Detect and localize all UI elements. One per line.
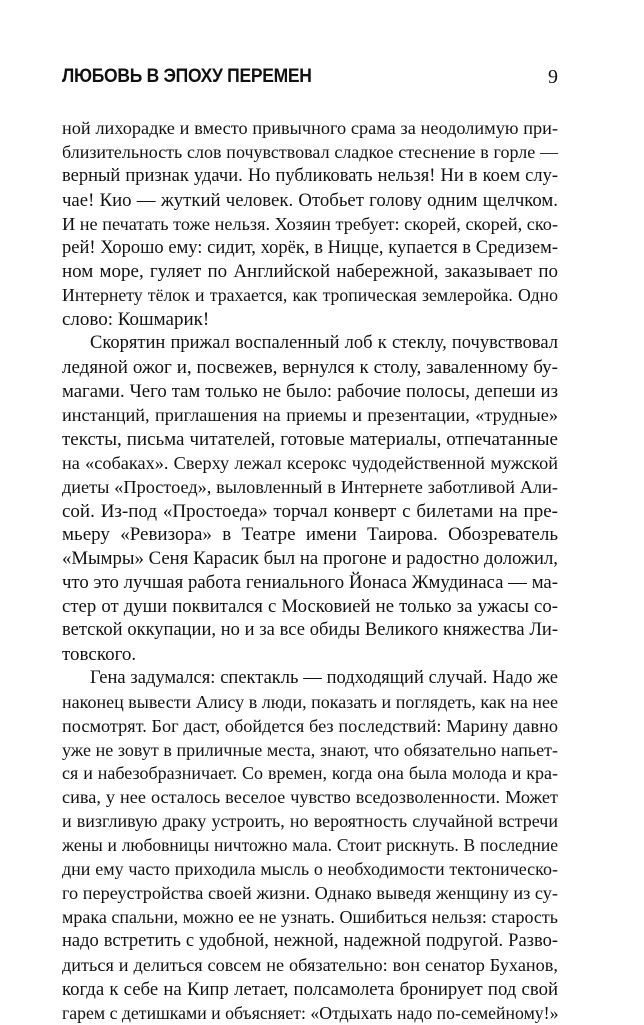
text-line: близительность слов почувствовал сладкое стеснение в горле — [62, 141, 558, 162]
text-line: посмотрят. Бог даст, обойдется без последствий: Марину давно [62, 715, 558, 736]
text-line: Скорятин прижал воспаленный лоб к стеклу, почувствовал [90, 333, 558, 354]
text-line: на «собаках». Сверху лежал ксерокс чудодейственной мужской [62, 452, 558, 473]
text-line: дни ему часто приходила мысль о необходимости тектоническо- [62, 859, 558, 880]
text-line: Гена задумался: спектакль — подходящий случай. Надо же [90, 667, 558, 688]
page-number: 9 [548, 66, 558, 88]
text-line: ной лихорадке и вместо привычного срама за неодолимую при- [62, 118, 558, 138]
text-line: сива, у нее осталось веселое чувство вседозволенности. Может [62, 787, 558, 808]
page-header [62, 66, 558, 96]
text-line: гарем с детишками и объясняет: «Отдыхать надо по-семейному!» [62, 1002, 559, 1023]
text-line: стер от души поквитался с Московией не только за ужасы со- [62, 596, 558, 618]
text-line: наконец вывести Алису в люди, показать и поглядеть, как на нее [62, 691, 558, 712]
text-line: ветской оккупации, но и за все обиды Великого княжества Ли- [62, 620, 558, 641]
text-line: И не печатать тоже нельзя. Хозяин требует: скорей, скорей, ско- [62, 213, 558, 234]
text-line: «Мымры» Сеня Карасик был на прогоне и радостно доложил, [62, 548, 558, 570]
text-line: слово: Кошмарик! [62, 309, 210, 331]
text-line: Интернету тёлок и трахается, как тропическая землеройка. Одно [62, 285, 558, 306]
text-line: когда к себе на Кипр летает, полсамолета бронирует под свой [62, 978, 558, 1000]
text-line: магами. Чего там только не было: рабочие полосы, депеши из [62, 380, 558, 402]
text-line: инстанций, приглашения на приемы и презентации, «трудные» [62, 404, 558, 425]
text-line: мьеру «Ревизора» в Театре имени Таирова. Обозреватель [62, 524, 558, 546]
text-line: диться и делиться совсем не обязательно: вон сенатор Буханов, [62, 954, 558, 975]
text-line: ся и набезобразничает. Со времен, когда она была молода и кра- [62, 763, 558, 784]
text-line: мрака спальни, можно ее не узнать. Ошибиться нельзя: старость [62, 906, 558, 927]
text-line: чае! Кио — жуткий человек. Отобьет голову одним щелчком. [62, 189, 558, 211]
text-line: уже не зовут в приличные места, знают, что обязательно напьет- [62, 739, 558, 760]
paragraph [62, 117, 558, 332]
paragraph [62, 332, 558, 667]
text-line: верный признак удачи. Но публиковать нельзя! Ни в коем слу- [62, 165, 558, 186]
text-line: и визгливую драку устроить, но вероятность случайной встречи [62, 811, 558, 832]
text-line: надо встретить с удобной, нежной, надежной подругой. Разво- [62, 930, 558, 951]
text-line: рей! Хорошо ему: сидит, хорёк, в Ницце, купается в Средизем- [62, 237, 558, 258]
text-line: ном море, гуляет по Английской набережной, заказывает по [62, 261, 558, 283]
text-line: сой. Из-под «Простоеда» торчал конверт с билетами на пре- [62, 500, 558, 522]
text-line: жены и любовницы ничтожно мала. Стоит рискнуть. В последние [62, 835, 558, 856]
text-line: что это лучшая работа гениального Йонаса Жмудинаса — ма- [62, 572, 558, 594]
paragraph [62, 667, 558, 1025]
text-line: товского. [62, 643, 137, 665]
text-line: ледяной ожог и, посвежев, вернулся к столу, заваленному бу- [62, 357, 558, 379]
text-line: тексты, письма читателей, готовые материалы, отпечатанные [62, 428, 558, 450]
running-title: ЛЮБОВЬ В ЭПОХУ ПЕРЕМЕН [62, 66, 312, 87]
body-text [62, 117, 558, 1025]
text-line: диеты «Простоед», выловленный в Интернете заботливой Али- [62, 476, 558, 497]
text-line: го переустройства своей жизни. Однако выведя женщину из су- [62, 883, 558, 903]
